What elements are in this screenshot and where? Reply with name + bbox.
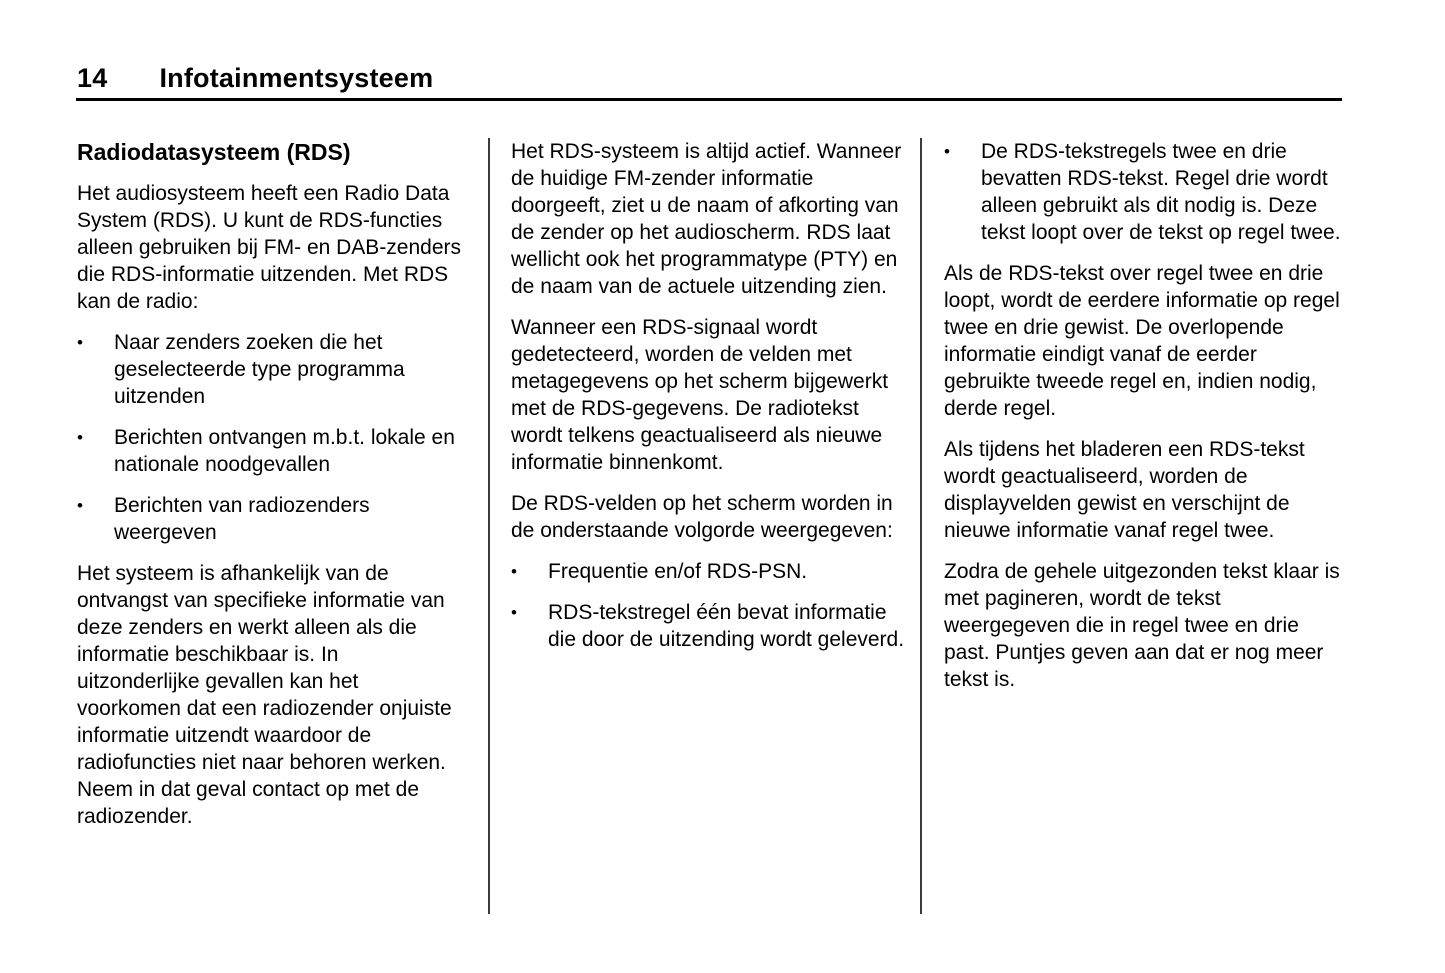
list-item-text: Naar zenders zoeken die het geselecteerde type programma uitzenden bbox=[114, 331, 405, 408]
paragraph: Zodra de gehele uitgezonden tekst klaar is met pagineren, wordt de tekst weergegeven die in regel twee en drie past. Puntjes geven aan dat er nog meer tekst is. bbox=[944, 560, 1340, 691]
page-header bbox=[77, 63, 433, 94]
bullet-icon: • bbox=[77, 333, 83, 352]
bullet-icon: • bbox=[77, 496, 83, 515]
column-3 bbox=[922, 138, 1342, 914]
list-item-text: Frequentie en/of RDS-PSN. bbox=[548, 560, 808, 583]
paragraph: Wanneer een RDS-signaal wordt gedetecteerd, worden de velden met metagegevens op het scherm bijgewerkt met de RDS-gegevens. De radiotekst wordt telkens geactualiseerd als nieuwe informatie binnenkomt. bbox=[511, 316, 889, 474]
bullet-icon: • bbox=[511, 562, 517, 581]
list-item bbox=[77, 329, 462, 410]
list-item bbox=[511, 599, 906, 653]
paragraph: Als de RDS-tekst over regel twee en drie loopt, wordt de eerdere informatie op regel twee en drie gewist. De overlopende informatie eindigt vanaf de eerder gebruikte tweede regel en, indien nodig, derde regel. bbox=[944, 262, 1340, 420]
paragraph: Het audiosysteem heeft een Radio Data System (RDS). U kunt de RDS-functies alleen gebruiken bij FM- en DAB-zenders die RDS-informatie uitzenden. Met RDS kan de radio: bbox=[77, 182, 462, 313]
list-item bbox=[77, 424, 462, 478]
list-item-text: Berichten van radiozenders weergeven bbox=[114, 494, 370, 544]
paragraph: Als tijdens het bladeren een RDS-tekst wordt geactualiseerd, worden de displayvelden gewist en verschijnt de nieuwe informatie vanaf regel twee. bbox=[944, 438, 1305, 542]
bullet-icon: • bbox=[77, 428, 83, 447]
bullet-list bbox=[511, 558, 906, 653]
list-item-text: RDS-tekstregel één bevat informatie die door de uitzending wordt geleverd. bbox=[548, 601, 905, 651]
paragraph: Het RDS-systeem is altijd actief. Wanneer de huidige FM-zender informatie doorgeeft, ziet u de naam of afkorting van de zender op het audioscherm. RDS laat wellicht ook het programmatype (PTY) en de naam van de actuele uitzending zien. bbox=[511, 140, 902, 298]
column-1 bbox=[77, 138, 488, 914]
header-rule bbox=[76, 98, 1342, 101]
list-item-text: De RDS-tekstregels twee en drie bevatten RDS-tekst. Regel drie wordt alleen gebruikt als dit nodig is. Deze tekst loopt over de tekst op regel twee. bbox=[981, 140, 1341, 244]
paragraph: De RDS-velden op het scherm worden in de onderstaande volgorde weergegeven: bbox=[511, 492, 893, 542]
page-number: 14 bbox=[77, 63, 108, 93]
bullet-list bbox=[944, 138, 1342, 246]
bullet-icon: • bbox=[944, 142, 950, 161]
list-item bbox=[511, 558, 906, 585]
page-title: Infotainmentsysteem bbox=[159, 63, 434, 93]
section-heading-rds: Radiodatasysteem (RDS) bbox=[77, 139, 351, 165]
list-item bbox=[944, 138, 1342, 246]
content-columns bbox=[77, 138, 1342, 914]
paragraph: Het systeem is afhankelijk van de ontvangst van specifieke informatie van deze zenders en werkt alleen als die informatie beschikbaar is. In uitzonderlijke gevallen kan het voorkomen dat een radiozender onjuiste informatie uitzendt waardoor de radiofuncties niet naar behoren werken. Neem in dat geval contact op met de radiozender. bbox=[77, 562, 452, 828]
bullet-list bbox=[77, 329, 462, 546]
column-2 bbox=[490, 138, 920, 914]
list-item bbox=[77, 492, 462, 546]
bullet-icon: • bbox=[511, 603, 517, 622]
list-item-text: Berichten ontvangen m.b.t. lokale en nationale noodgevallen bbox=[114, 426, 455, 476]
